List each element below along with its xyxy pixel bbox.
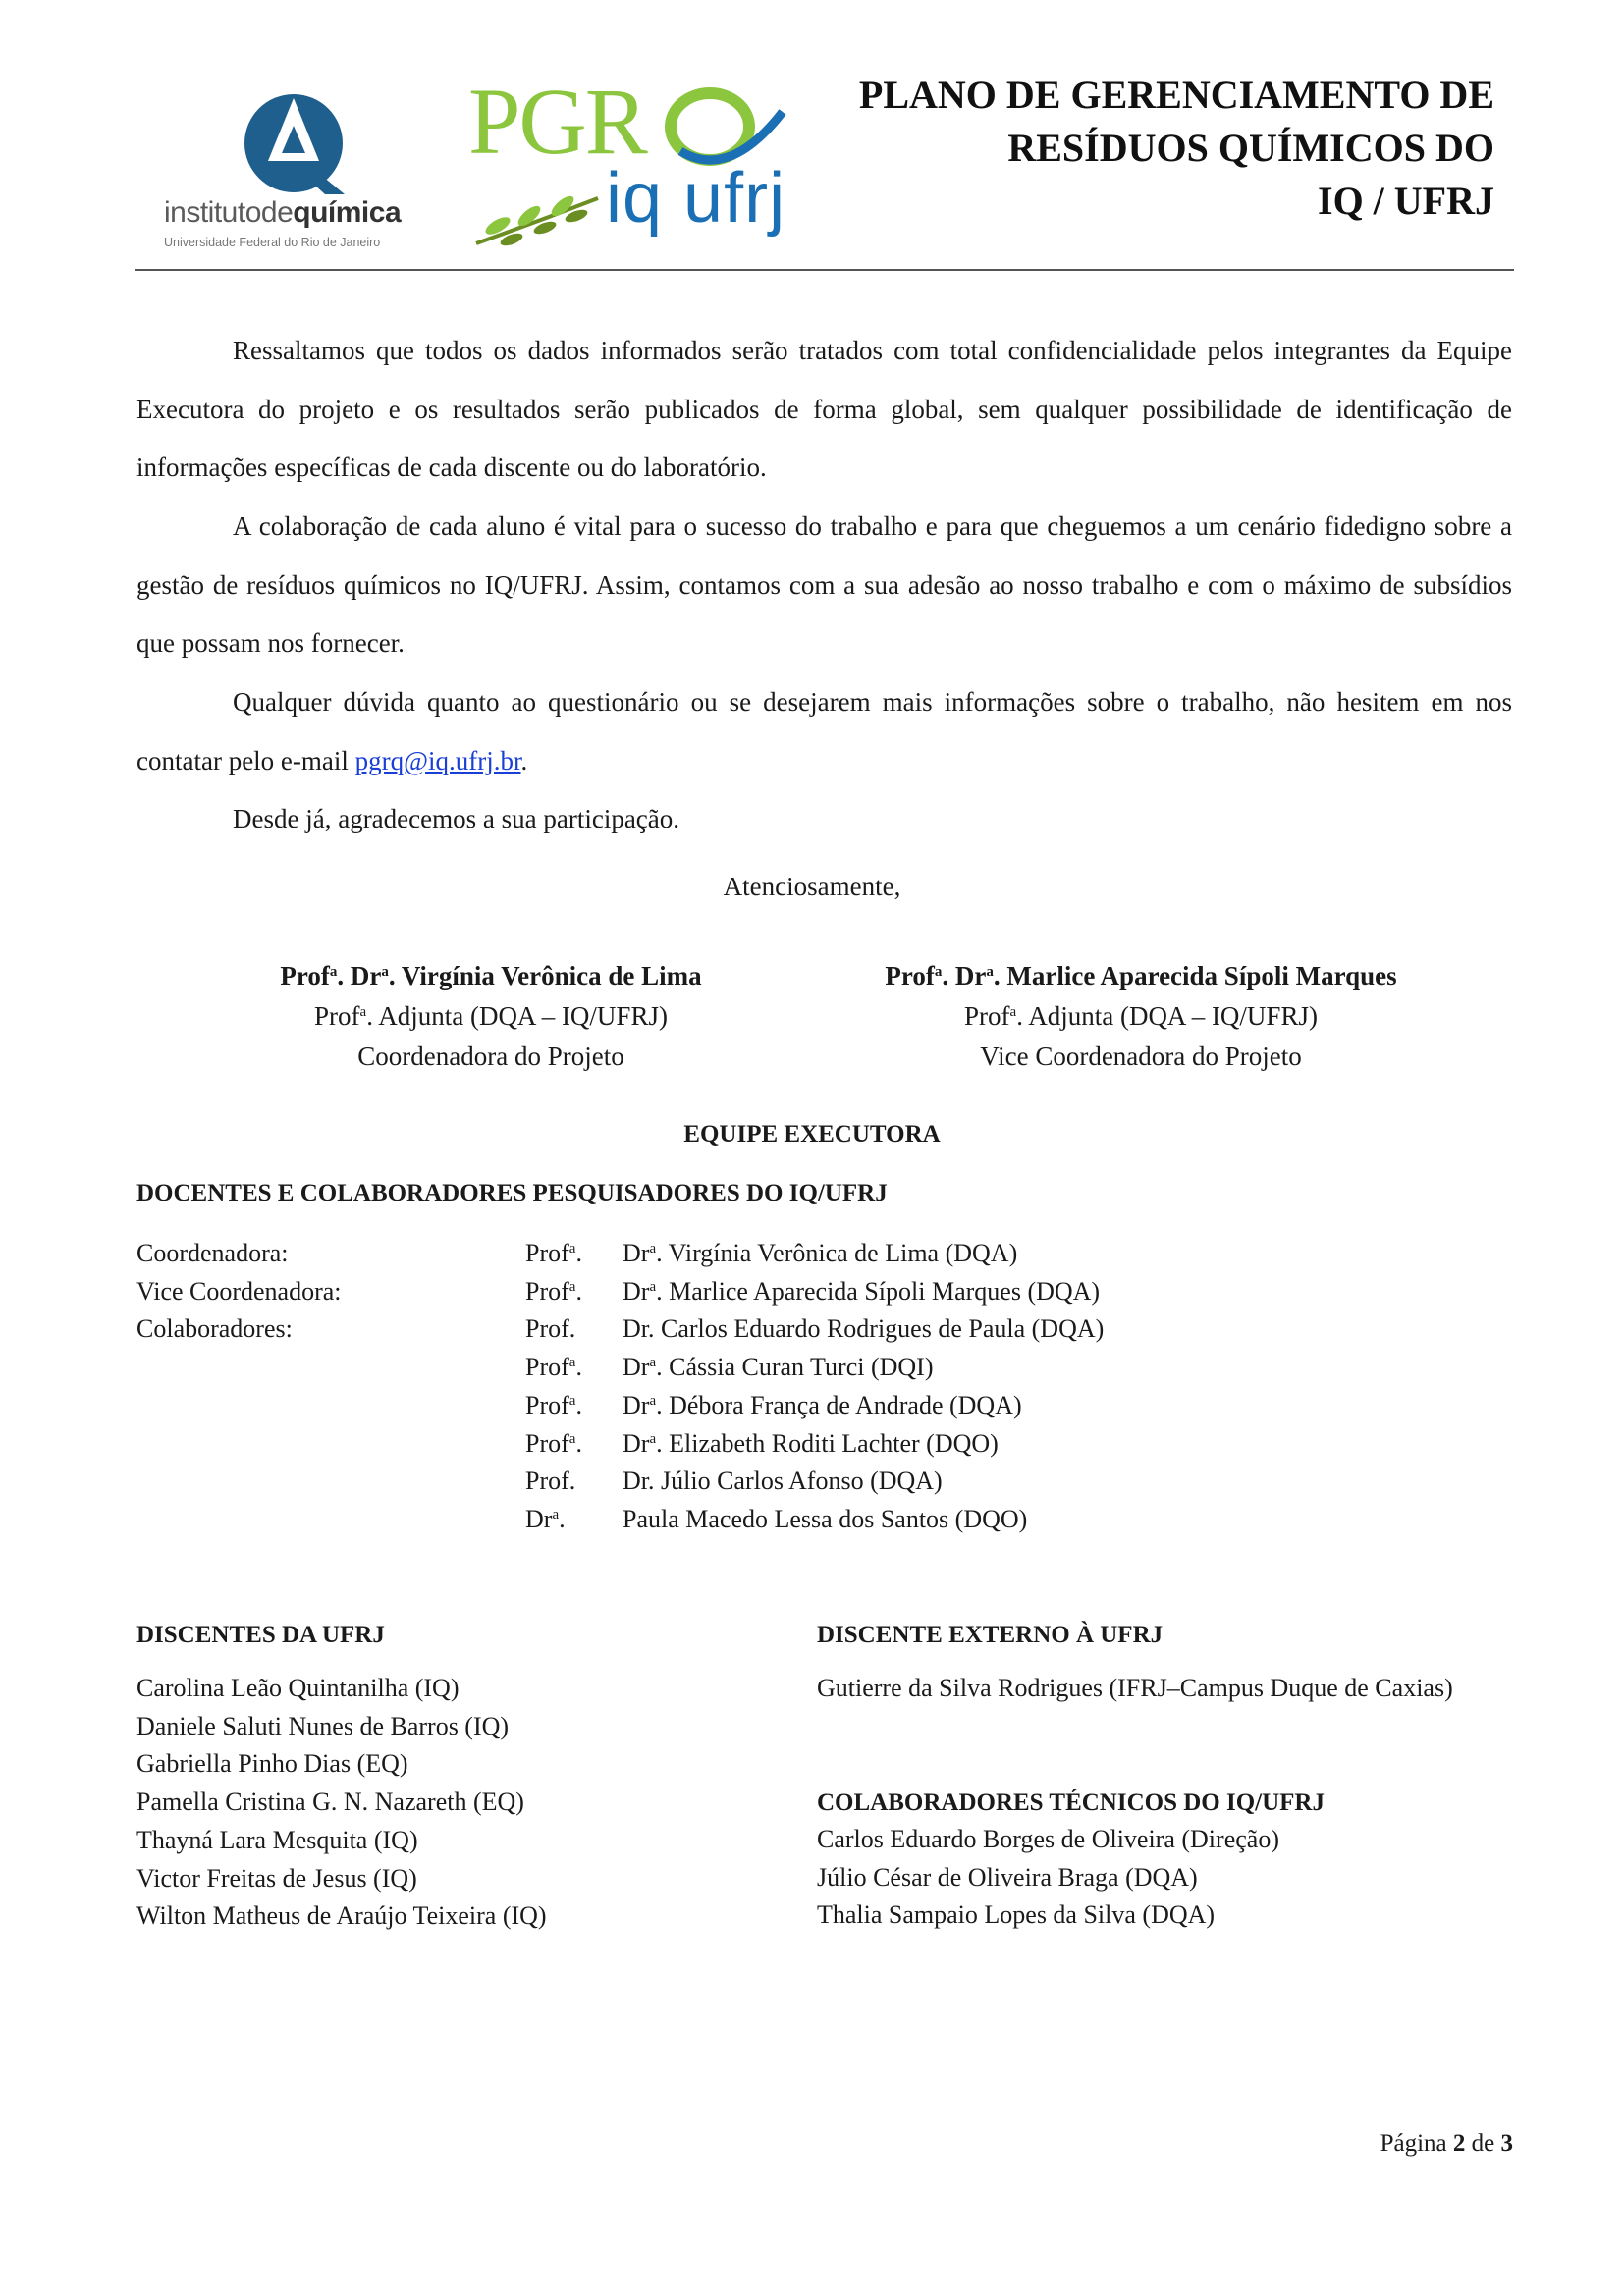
signature-coordinator — [196, 956, 785, 1077]
team-member-name: Dr. Júlio Carlos Afonso (DQA) — [623, 1467, 943, 1496]
list-item: Júlio César de Oliveira Braga (DQA) — [817, 1862, 1198, 1892]
team-heading: EQUIPE EXECUTORA — [683, 1121, 941, 1148]
signature-name: Prof$^a$. Dr$^a$. Virgínia Verônica de Lima — [280, 961, 702, 990]
team-member-name: Dr$^a$. Débora França de Andrade (DQA) — [623, 1390, 1022, 1419]
team-role: Colaboradores: — [136, 1314, 293, 1344]
discente-externo-list — [817, 1670, 1453, 1708]
signature-name: Prof$^a$. Dr$^a$. Marlice Aparecida Sípoli Marques — [885, 961, 1397, 990]
email-link[interactable]: pgrq@iq.ufrj.br — [354, 745, 521, 775]
paragraph-collaboration: A colaboração de cada aluno é vital para o sucesso do trabalho e para que cheguemos a um cenário fidedigno sobre a gestão de resíduos químicos no IQ/UFRJ. Assim, contamos com a sua adesão ao nosso trabalho e com o máximo de subsídios que possam nos fornecer. — [136, 511, 1512, 658]
header-divider — [135, 269, 1514, 271]
list-item: Pamella Cristina G. N. Nazareth (EQ) — [136, 1788, 524, 1817]
team-title-abbr: Prof. — [525, 1314, 576, 1344]
iq-emblem-icon — [243, 92, 351, 195]
signature-role: Prof$^a$. Adjunta (DQA – IQ/UFRJ) — [964, 1001, 1318, 1031]
title-line: PLANO DE GERENCIAMENTO DE — [858, 73, 1494, 117]
team-row — [136, 1235, 1413, 1273]
team-row — [136, 1349, 1413, 1387]
list-item: Thalia Sampaio Lopes da Silva (DQA) — [817, 1900, 1216, 1930]
title-line: IQ / UFRJ — [1318, 179, 1494, 223]
list-item: Thayná Lara Mesquita (IQ) — [136, 1825, 418, 1854]
team-row — [136, 1273, 1413, 1311]
closing-salutation: Atenciosamente, — [723, 872, 901, 901]
team-member-name: Dr$^a$. Elizabeth Roditi Lachter (DQO) — [623, 1428, 999, 1458]
list-item: Carolina Leão Quintanilha (IQ) — [136, 1674, 460, 1702]
team-role: Vice Coordenadora: — [136, 1276, 342, 1306]
paragraph-thanks: Desde já, agradecemos a sua participação. — [233, 804, 680, 833]
team-title-abbr: Prof$^a$. — [525, 1276, 582, 1306]
team-row — [136, 1310, 1413, 1349]
list-item: Wilton Matheus de Araújo Teixeira (IQ) — [136, 1901, 547, 1931]
list-item: Daniele Saluti Nunes de Barros (IQ) — [136, 1711, 510, 1740]
team-title-abbr: Prof$^a$. — [525, 1428, 582, 1458]
team-row — [136, 1425, 1413, 1464]
team-member-name: Dr. Carlos Eduardo Rodrigues de Paula (DQA) — [623, 1314, 1105, 1344]
team-row — [136, 1501, 1413, 1539]
signature-role: Prof$^a$. Adjunta (DQA – IQ/UFRJ) — [314, 1001, 668, 1031]
tecnicos-heading: COLABORADORES TÉCNICOS DO IQ/UFRJ — [817, 1789, 1325, 1816]
paragraph-confidentiality: Ressaltamos que todos os dados informados serão tratados com total confidencialidade pelos integrantes da Equipe Executora do projeto e os resultados serão publicados de forma global, sem qualquer possibilidade de identificação de informações específicas de cada discente ou do laboratório. — [136, 336, 1512, 482]
team-title-abbr: Prof. — [525, 1467, 576, 1496]
pgrq-logo — [468, 69, 792, 266]
docentes-heading: DOCENTES E COLABORADORES PESQUISADORES DO IQ/UFRJ — [136, 1180, 888, 1206]
instituto-de-quimica-logo — [164, 92, 429, 259]
team-title-abbr: Prof$^a$. — [525, 1353, 582, 1382]
list-item: Victor Freitas de Jesus (IQ) — [136, 1863, 417, 1893]
discente-externo-heading: DISCENTE EXTERNO À UFRJ — [817, 1622, 1164, 1648]
team-row — [136, 1463, 1413, 1501]
signature-position: Coordenadora do Projeto — [357, 1041, 624, 1071]
team-row — [136, 1387, 1413, 1425]
page-header — [135, 69, 1514, 270]
page-number: Página 2 de 3 — [1380, 2130, 1513, 2157]
team-role: Coordenadora: — [136, 1239, 289, 1267]
discentes-ufrj-list — [136, 1670, 547, 1936]
team-title-abbr: Dr$^a$. — [525, 1504, 566, 1533]
list-item: Carlos Eduardo Borges de Oliveira (Direção) — [817, 1825, 1279, 1853]
team-title-abbr: Prof$^a$. — [525, 1390, 582, 1419]
signature-vice-coordinator — [827, 956, 1455, 1077]
pgrq-word: PGR — [468, 69, 646, 174]
title-line: RESÍDUOS QUÍMICOS DO — [1007, 126, 1494, 170]
university-name: Universidade Federal do Rio de Janeiro — [164, 236, 381, 249]
team-member-name: Paula Macedo Lessa dos Santos (DQO) — [623, 1504, 1028, 1533]
signature-position: Vice Coordenadora do Projeto — [980, 1041, 1302, 1071]
tecnicos-list — [817, 1821, 1279, 1935]
pgrq-iq-ufrj-word: iq ufrj — [606, 159, 786, 238]
team-member-name: Dr$^a$. Cássia Curan Turci (DQI) — [623, 1353, 934, 1382]
team-member-name: Dr$^a$. Virgínia Verônica de Lima (DQA) — [623, 1239, 1018, 1267]
iq-brand-text: institutodequímica — [164, 196, 402, 229]
team-title-abbr: Prof$^a$. — [525, 1239, 582, 1267]
list-item: Gutierre da Silva Rodrigues (IFRJ–Campus Duque de Caxias) — [817, 1674, 1453, 1702]
paragraph-contact: Qualquer dúvida quanto ao questionário ou se desejarem mais informações sobre o trabalho, não hesitem em nos contatar pelo e-mail pgrq@iq.ufrj.br. — [136, 687, 1512, 775]
list-item: Gabriella Pinho Dias (EQ) — [136, 1749, 408, 1779]
team-member-name: Dr$^a$. Marlice Aparecida Sípoli Marques (DQA) — [623, 1276, 1101, 1306]
document-title — [859, 69, 1494, 228]
olive-branch-icon — [468, 183, 606, 251]
discentes-ufrj-heading: DISCENTES DA UFRJ — [136, 1622, 385, 1648]
